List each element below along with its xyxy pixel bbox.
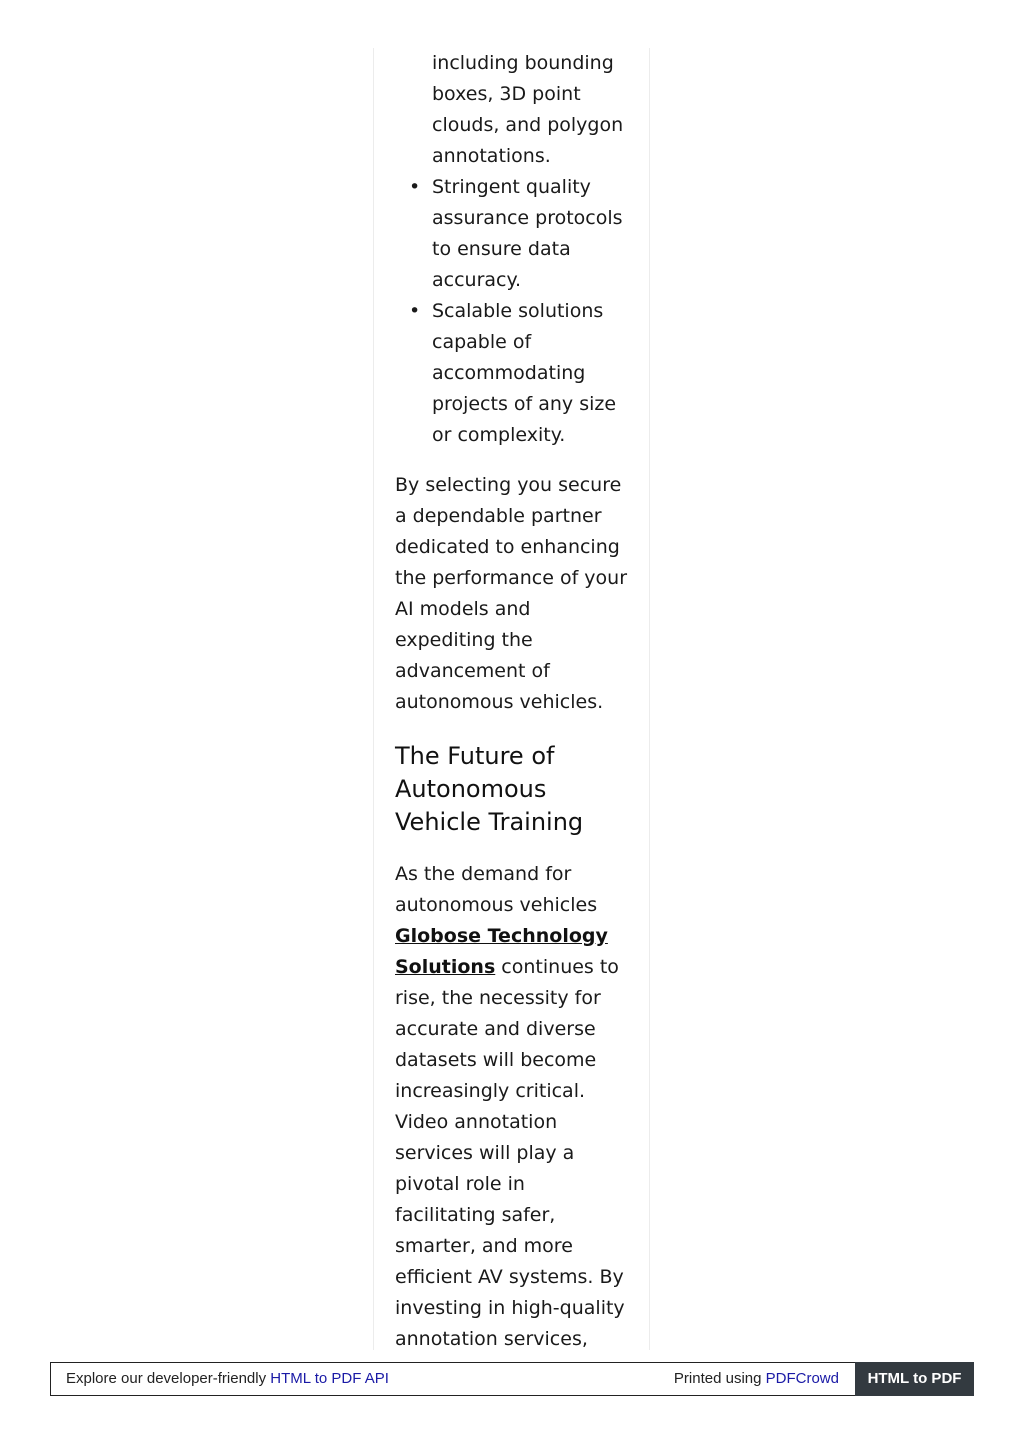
paragraph-future [395,859,630,1355]
list-item-text: Scalable solutions capable of accommodating projects of any size or complexity. [432,300,617,446]
list-item [395,48,630,172]
paragraph-partner: By selecting you secure a dependable partner dedicated to enhancing the performance of your AI models and expediting the advancement of autonomous vehicles. [395,474,628,713]
paragraph-text-after-link: continues to rise, the necessity for accurate and diverse datasets will become increasingly critical. Video annotation services will play a pivotal role in facilitating safer, smarter, and more efficient AV systems. By investing in high-quality annotation services, [395,956,625,1350]
list-item [395,172,630,296]
bullet-icon: • [409,176,421,198]
pdfcrowd-link[interactable]: PDFCrowd [765,1370,839,1387]
list-item-text: including bounding boxes, 3D point clouds, and polygon annotations. [432,52,624,167]
footer-left-text: Explore our developer-friendly [66,1370,271,1387]
article-column [373,48,650,1350]
globose-link[interactable]: Globose Technology Solutions [395,925,608,978]
section-heading: The Future of Autonomous Vehicle Training [395,742,584,836]
bullet-icon: • [409,300,421,322]
feature-list [395,48,630,451]
html-to-pdf-button[interactable]: HTML to PDF [855,1362,974,1396]
footer-right [674,1363,839,1395]
pdfcrowd-footer [50,1362,974,1396]
html-to-pdf-api-link[interactable]: HTML to PDF API [270,1370,389,1387]
list-item [395,296,630,451]
article-content [395,48,630,1355]
footer-left [66,1363,389,1395]
paragraph-text-before-link: As the demand for autonomous vehicles [395,863,598,916]
list-item-text: Stringent quality assurance protocols to ensure data accuracy. [432,176,623,291]
footer-right-text: Printed using [673,1370,766,1387]
